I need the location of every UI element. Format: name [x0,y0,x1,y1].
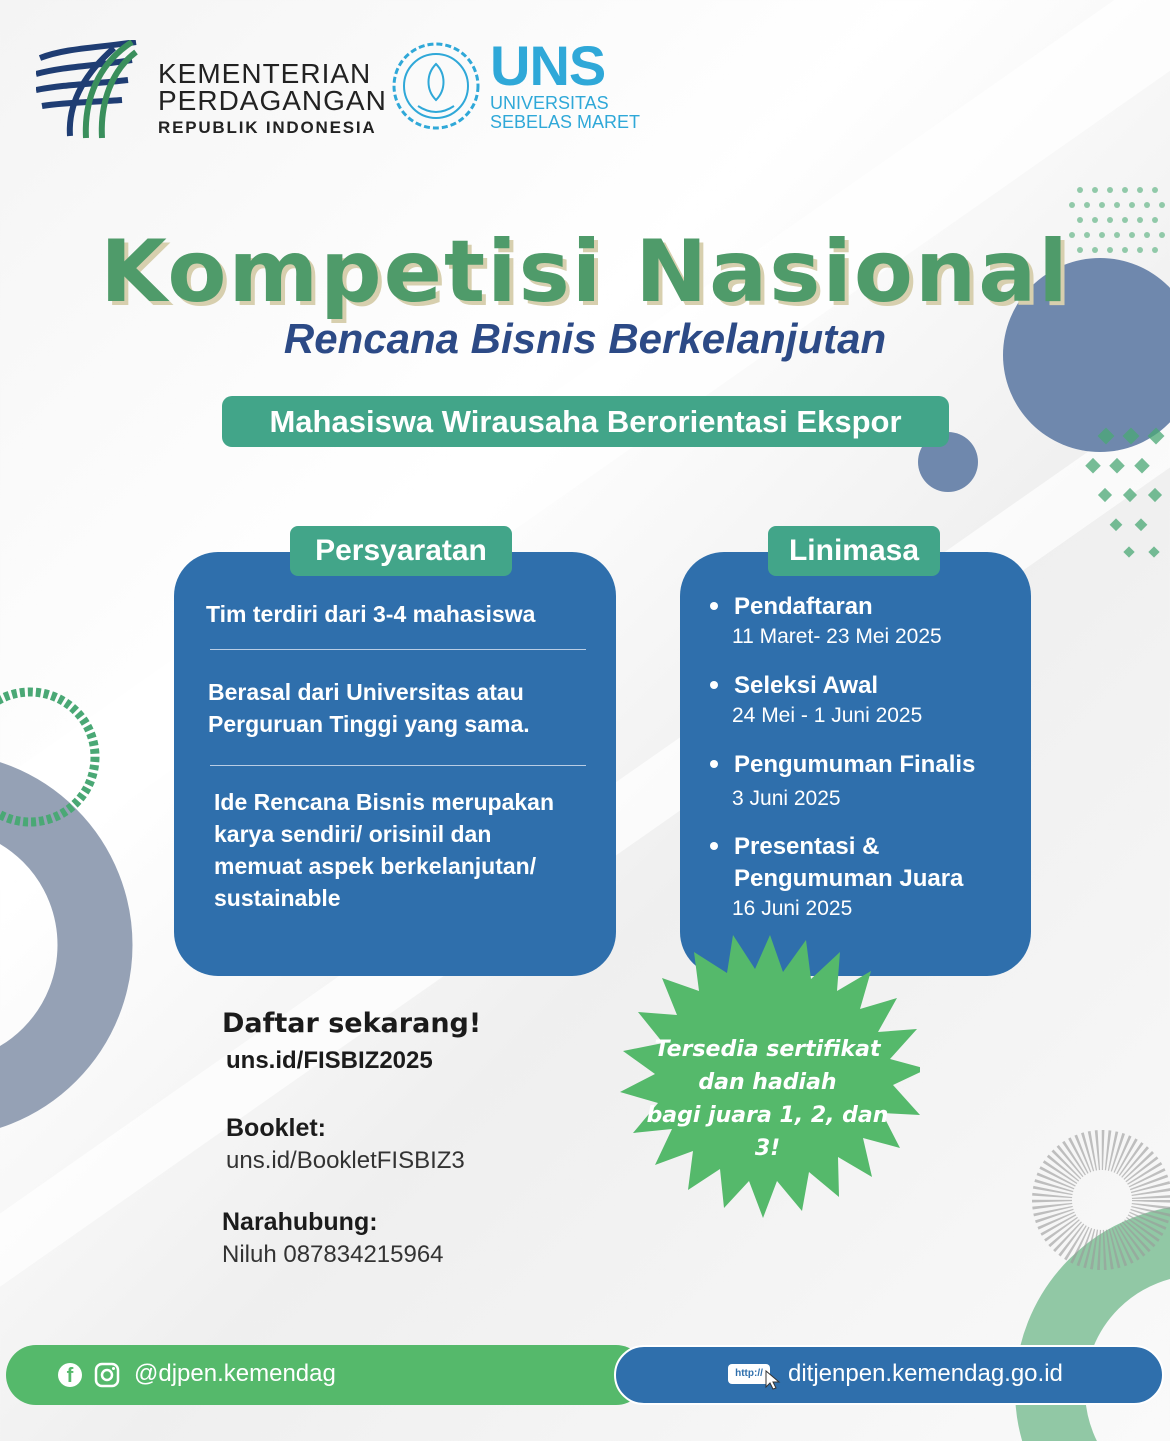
timeline-item [710,831,1000,923]
timeline-title: Presentasi & Pengumuman Juara [734,833,964,892]
kementerian-logo-text [158,60,387,138]
website-link[interactable]: ditjenpen.kemendag.go.id [788,1360,1063,1387]
main-title: Kompetisi Nasional [100,222,1070,322]
divider [210,649,586,650]
footer-website-bar [614,1345,1164,1405]
register-block [222,1008,481,1075]
prize-line1: Tersedia sertifikat [654,1037,881,1062]
register-link[interactable]: uns.id/FISBIZ2025 [226,1047,433,1074]
bullet-icon [710,842,718,850]
timeline-date: 3 Juni 2025 [732,787,841,810]
requirement-item: Ide Rencana Bisnis merupakan karya sendiri/ orisinil dan memuat aspek berkelanjutan/ sustainable [214,789,555,911]
booklet-link[interactable]: uns.id/BookletFISBIZ3 [226,1147,465,1174]
theme-banner: Mahasiswa Wirausaha Berorientasi Ekspor [222,396,949,447]
subtitle: Rencana Bisnis Berkelanjutan [283,315,887,362]
timeline-title: Pengumuman Finalis [734,751,976,778]
booklet-block [226,1114,465,1175]
timeline-date: 11 Maret- 23 Mei 2025 [732,625,942,648]
uns-seal-icon [390,40,482,132]
timeline-item [710,670,922,730]
contact-block [222,1208,444,1269]
footer-social-bar [6,1345,646,1405]
kementerian-line1: KEMENTERIAN [158,58,372,89]
timeline-date: 24 Mei - 1 Juni 2025 [732,704,923,727]
uns-logo-text [490,34,641,132]
kementerian-line3: REPUBLIK INDONESIA [158,118,377,137]
prize-line3: bagi juara 1, 2, dan 3! [646,1103,889,1161]
timeline-card [680,552,1031,976]
kementerian-line2: PERDAGANGAN [158,85,387,116]
timeline-title: Pendaftaran [734,593,873,620]
facebook-icon[interactable]: f [58,1363,82,1387]
prize-text [640,1033,895,1165]
register-label: Daftar sekarang! [222,1008,482,1039]
prize-line2: dan hadiah [698,1070,837,1095]
contact-value: Niluh 087834215964 [222,1241,444,1268]
timeline-item [710,749,975,813]
timeline-heading: Linimasa [768,526,940,576]
social-handle[interactable]: @djpen.kemendag [134,1360,336,1387]
divider [210,765,586,766]
contact-label: Narahubung: [222,1208,378,1236]
timeline-title: Seleksi Awal [734,672,879,699]
browser-link-icon: http:// [728,1364,770,1384]
kementerian-logo-icon [36,40,140,140]
requirements-heading: Persyaratan [290,526,512,576]
bullet-icon [710,602,718,610]
uns-line2: SEBELAS MARET [490,112,641,132]
bullet-icon [710,760,718,768]
timeline-item [710,591,942,651]
requirements-card [174,552,616,976]
booklet-label: Booklet: [226,1114,326,1142]
uns-acronym: UNS [490,34,606,97]
instagram-icon[interactable] [94,1362,120,1388]
requirement-item: Tim terdiri dari 3-4 mahasiswa [206,601,536,627]
bullet-icon [710,681,718,689]
cursor-icon [764,1369,782,1391]
requirement-item: Berasal dari Universitas atau Perguruan Tinggi yang sama. [208,679,530,737]
timeline-date: 16 Juni 2025 [732,897,853,920]
uns-line1: UNIVERSITAS [490,93,609,113]
